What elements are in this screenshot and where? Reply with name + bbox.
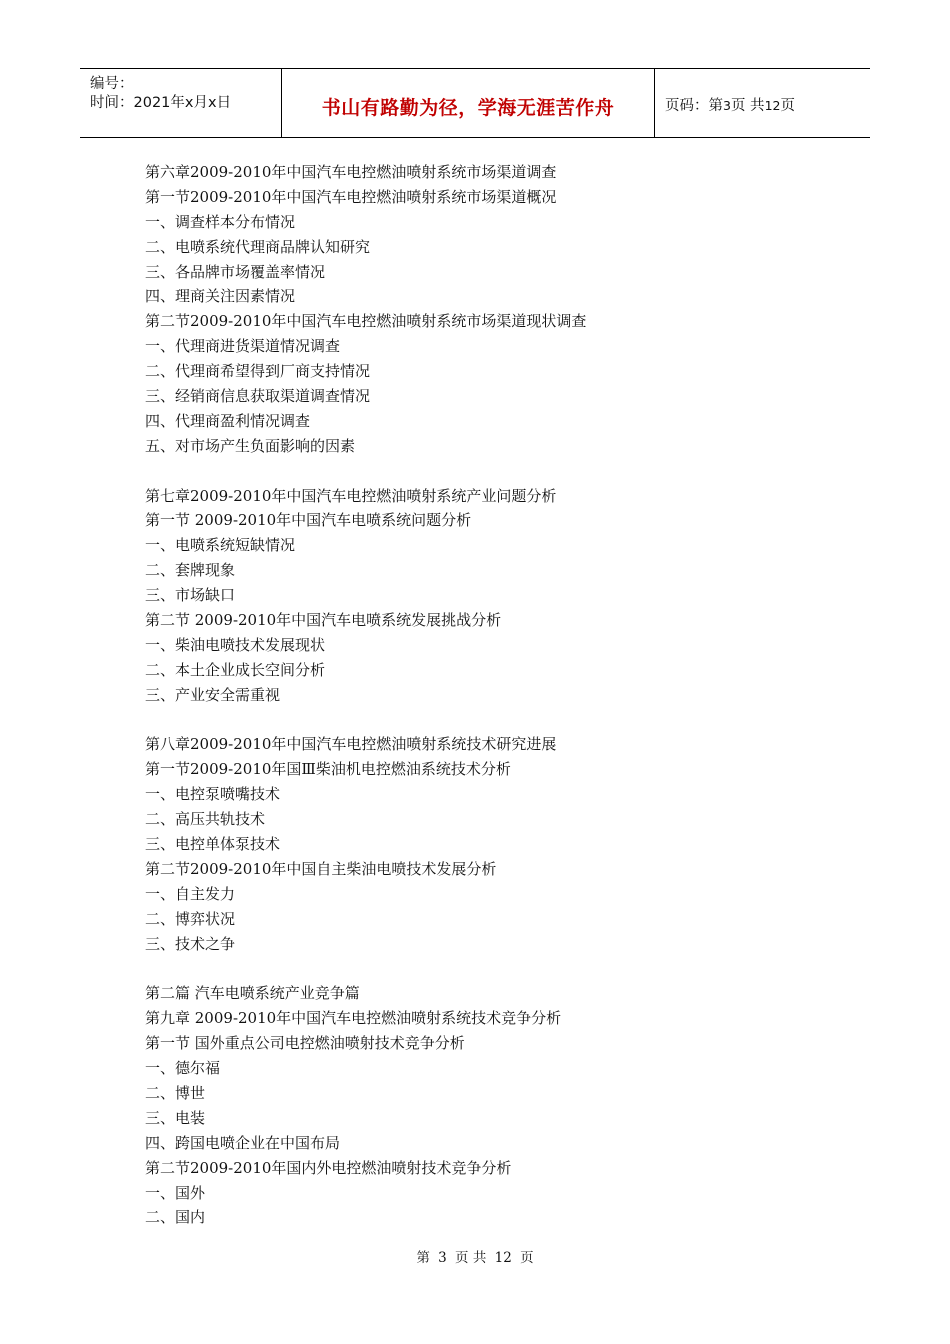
toc-line: 五、对市场产生负面影响的因素 bbox=[145, 436, 356, 455]
toc-line: 一、电控泵喷嘴技术 bbox=[145, 785, 281, 804]
footer-total: 12 bbox=[494, 1250, 512, 1266]
footer-mid: 页 共 bbox=[455, 1250, 487, 1266]
toc-line: 一、电喷系统短缺情况 bbox=[145, 536, 296, 555]
toc-line: 三、经销商信息获取渠道调查情况 bbox=[145, 387, 371, 406]
motto: 书山有路勤为径，学海无涯苦作舟 bbox=[321, 97, 615, 119]
toc-line: 四、代理商盈利情况调查 bbox=[145, 411, 311, 430]
header-page-prefix: 页码：第 bbox=[665, 98, 723, 114]
toc-line: 第二篇 汽车电喷系统产业竞争篇 bbox=[145, 984, 360, 1003]
toc-line: 一、国外 bbox=[145, 1183, 206, 1202]
toc-line: 第二节2009-2010年中国自主柴油电喷技术发展分析 bbox=[145, 859, 497, 878]
toc-line: 一、德尔福 bbox=[145, 1059, 221, 1078]
header-page-total: 12 bbox=[764, 98, 781, 113]
footer-current: 3 bbox=[438, 1250, 447, 1266]
header-motto-cell bbox=[282, 69, 655, 137]
header-meta bbox=[80, 69, 282, 137]
toc-line: 三、产业安全需重视 bbox=[145, 685, 281, 704]
toc-line: 第一节 2009-2010年中国汽车电喷系统问题分析 bbox=[145, 511, 472, 530]
header-page-indicator bbox=[665, 94, 795, 115]
toc-line: 三、各品牌市场覆盖率情况 bbox=[145, 262, 326, 281]
page-header bbox=[80, 68, 870, 138]
toc-line: 第六章2009-2010年中国汽车电控燃油喷射系统市场渠道调查 bbox=[145, 163, 557, 181]
time-label: 时间：2021年x月x日 bbox=[90, 95, 232, 111]
toc-line: 三、电控单体泵技术 bbox=[145, 835, 281, 854]
toc-line: 三、市场缺口 bbox=[145, 586, 236, 605]
footer-prefix: 第 bbox=[416, 1250, 430, 1266]
toc-line: 二、代理商希望得到厂商支持情况 bbox=[145, 362, 371, 381]
toc-line: 二、套牌现象 bbox=[145, 561, 236, 580]
header-page-mid: 页 共 bbox=[730, 98, 765, 114]
toc-line: 第一节 国外重点公司电控燃油喷射技术竞争分析 bbox=[145, 1034, 465, 1053]
toc-line: 二、高压共轨技术 bbox=[145, 810, 266, 829]
toc-line: 第二节2009-2010年国内外电控燃油喷射技术竞争分析 bbox=[145, 1158, 512, 1177]
toc-line: 二、博世 bbox=[145, 1083, 206, 1102]
toc-line: 二、电喷系统代理商品牌认知研究 bbox=[145, 237, 371, 256]
toc-line: 二、博弈状况 bbox=[145, 909, 236, 928]
toc-line: 第七章2009-2010年中国汽车电控燃油喷射系统产业问题分析 bbox=[145, 486, 557, 505]
toc-line: 一、自主发力 bbox=[145, 884, 236, 903]
toc-line: 三、技术之争 bbox=[145, 934, 236, 953]
toc-line: 三、电装 bbox=[145, 1108, 206, 1127]
toc-line: 第九章 2009-2010年中国汽车电控燃油喷射系统技术竞争分析 bbox=[145, 1009, 562, 1028]
toc-line: 第一节2009-2010年中国汽车电控燃油喷射系统市场渠道概况 bbox=[145, 187, 557, 206]
toc-content bbox=[145, 160, 845, 1230]
number-label: 编号： bbox=[90, 76, 134, 92]
header-page-suffix: 页 bbox=[780, 98, 795, 114]
toc-line: 第二节2009-2010年中国汽车电控燃油喷射系统市场渠道现状调查 bbox=[145, 312, 587, 331]
toc-line: 一、调查样本分布情况 bbox=[145, 212, 296, 231]
toc-line: 一、柴油电喷技术发展现状 bbox=[145, 635, 326, 654]
toc-line: 一、代理商进货渠道情况调查 bbox=[145, 337, 341, 356]
toc-line: 二、国内 bbox=[145, 1208, 206, 1227]
toc-line: 四、理商关注因素情况 bbox=[145, 287, 296, 306]
page-footer bbox=[0, 1246, 950, 1266]
footer-suffix: 页 bbox=[520, 1250, 534, 1266]
toc-line: 二、本土企业成长空间分析 bbox=[145, 660, 326, 679]
toc-line: 四、跨国电喷企业在中国布局 bbox=[145, 1133, 341, 1152]
header-page-current: 3 bbox=[723, 98, 731, 113]
blank-line bbox=[145, 708, 845, 733]
toc-line: 第一节2009-2010年国Ⅲ柴油机电控燃油系统技术分析 bbox=[145, 760, 511, 779]
toc-line: 第二节 2009-2010年中国汽车电喷系统发展挑战分析 bbox=[145, 611, 502, 630]
blank-line bbox=[145, 459, 845, 484]
header-page-cell bbox=[655, 69, 870, 137]
toc-line: 第八章2009-2010年中国汽车电控燃油喷射系统技术研究进展 bbox=[145, 735, 557, 754]
blank-line bbox=[145, 957, 845, 982]
